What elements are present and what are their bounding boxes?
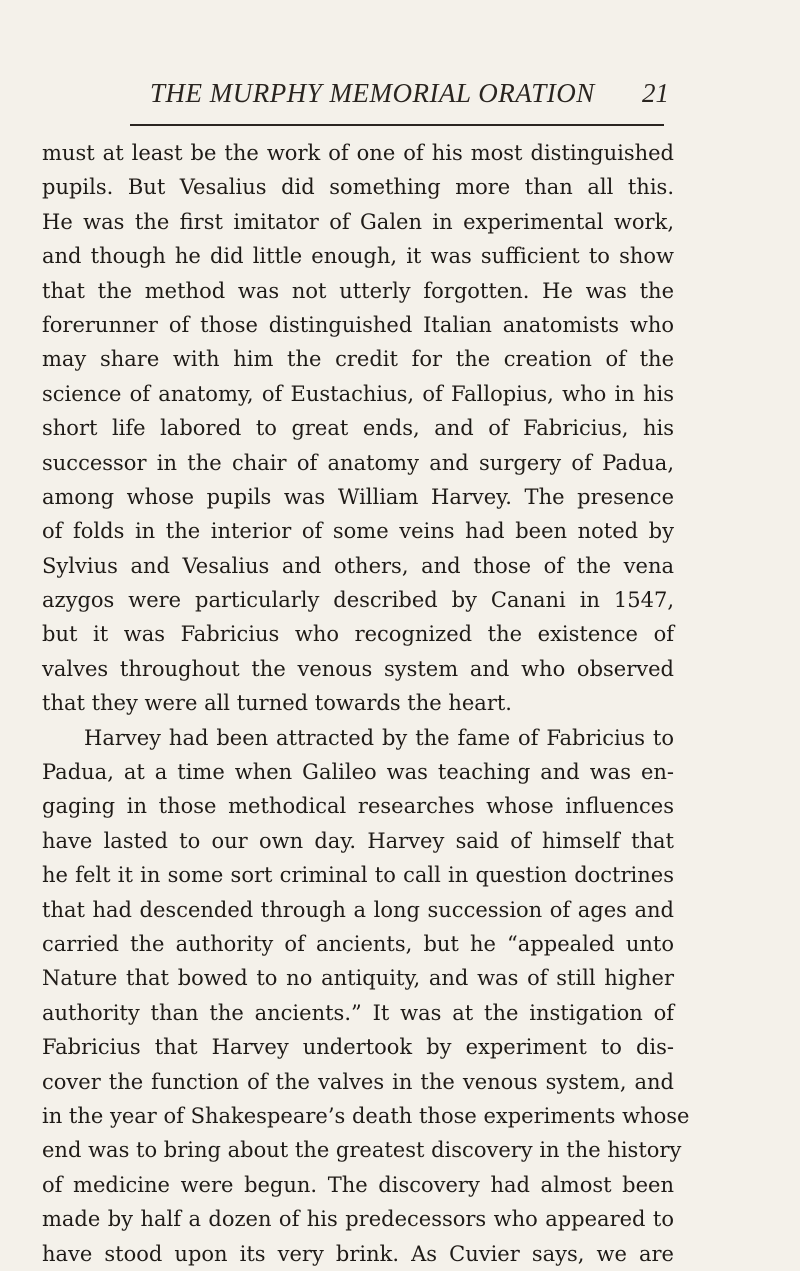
text-line: cover the function of the valves in the venous system, and bbox=[42, 1069, 674, 1094]
text-line: Fabricius that Harvey undertook by experiment to dis- bbox=[42, 1035, 674, 1060]
text-line: made by half a dozen of his predecessors who appeared to bbox=[42, 1207, 674, 1232]
text-line: successor in the chair of anatomy and surgery of Padua, bbox=[42, 450, 674, 475]
body-text bbox=[42, 136, 690, 1271]
text-line: he felt it in some sort criminal to call in question doctrines bbox=[42, 863, 674, 888]
text-line: short life labored to great ends, and of Fabricius, his bbox=[42, 416, 674, 441]
text-line: may share with him the credit for the creation of the bbox=[42, 347, 674, 372]
text-line: pupils. But Vesalius did something more than all this. bbox=[42, 175, 674, 200]
running-title: THE MURPHY MEMORIAL ORATION bbox=[150, 78, 595, 108]
text-line: carried the authority of ancients, but he “appealed unto bbox=[42, 931, 674, 956]
text-line: forerunner of those distinguished Italian anatomists who bbox=[42, 312, 674, 337]
text-line: of medicine were begun. The discovery had almost been bbox=[42, 1172, 674, 1197]
header-rule bbox=[130, 124, 664, 126]
text-line: Padua, at a time when Galileo was teaching and was en- bbox=[42, 760, 674, 785]
text-line: among whose pupils was William Harvey. The presence bbox=[42, 484, 674, 509]
text-line: Nature that bowed to no antiquity, and was of still higher bbox=[42, 966, 674, 991]
text-line: Sylvius and Vesalius and others, and those of the vena bbox=[42, 553, 674, 578]
text-line: but it was Fabricius who recognized the existence of bbox=[42, 622, 674, 647]
text-line: that the method was not utterly forgotten. He was the bbox=[42, 278, 674, 303]
text-line: azygos were particularly described by Canani in 1547, bbox=[42, 588, 674, 613]
text-line: that they were all turned towards the heart. bbox=[42, 691, 512, 716]
page-number: 21 bbox=[642, 78, 669, 108]
text-line: He was the first imitator of Galen in experimental work, bbox=[42, 209, 674, 234]
text-line: authority than the ancients.” It was at the instigation of bbox=[42, 1000, 674, 1025]
text-line: end was to bring about the greatest discovery in the history bbox=[42, 1138, 682, 1163]
text-line: science of anatomy, of Eustachius, of Fallopius, who in his bbox=[42, 381, 674, 406]
text-line: of folds in the interior of some veins had been noted by bbox=[42, 519, 674, 544]
text-line: in the year of Shakespeare’s death those experiments whose bbox=[42, 1103, 690, 1128]
text-line: gaging in those methodical researches whose influences bbox=[42, 794, 674, 819]
text-line: that had descended through a long succession of ages and bbox=[42, 897, 674, 922]
text-line: have lasted to our own day. Harvey said of himself that bbox=[42, 828, 674, 853]
text-line: and though he did little enough, it was sufficient to show bbox=[42, 244, 674, 269]
text-line: must at least be the work of one of his most distinguished bbox=[42, 141, 674, 165]
text-line: have stood upon its very brink. As Cuvier says, we are bbox=[42, 1241, 674, 1266]
text-line: valves throughout the venous system and who observed bbox=[42, 656, 674, 681]
paragraph-start-line: Harvey had been attracted by the fame of Fabricius to bbox=[84, 725, 674, 750]
